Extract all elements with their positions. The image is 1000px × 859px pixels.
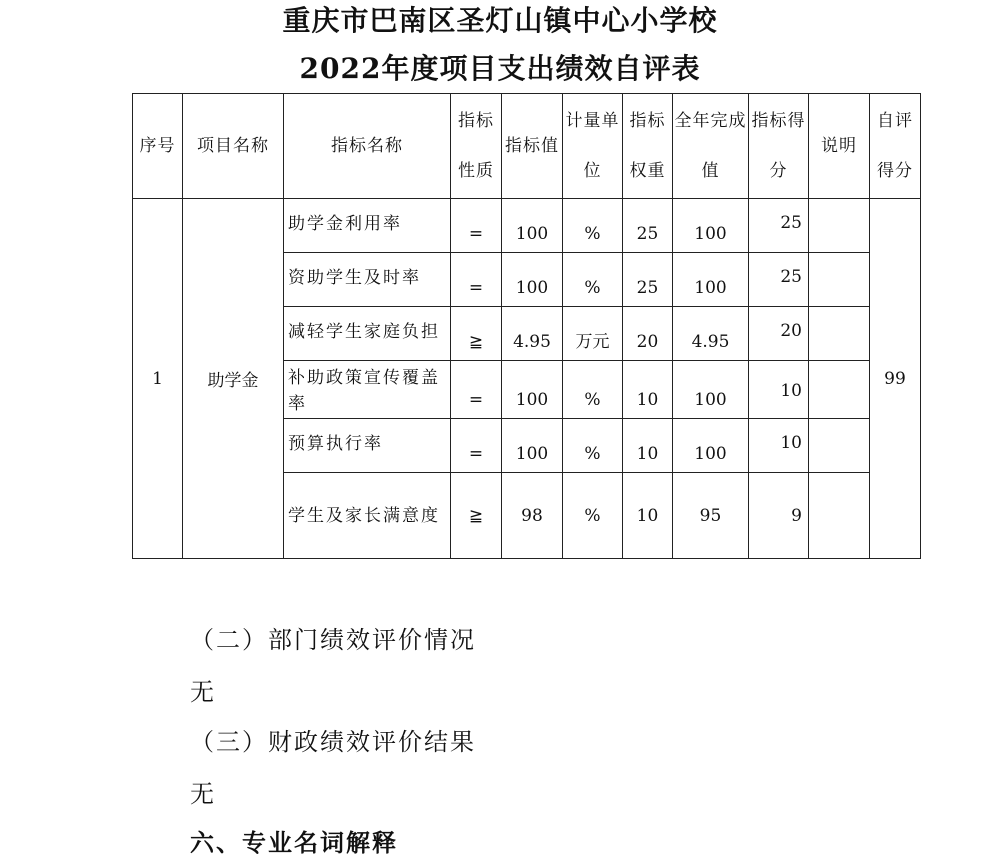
unit-cell: % <box>563 253 623 307</box>
nature-cell: ≧ <box>451 307 502 361</box>
unit-cell: % <box>563 361 623 419</box>
header-cell: 指标权重 <box>623 94 673 199</box>
value-cell: 98 <box>502 473 563 559</box>
weight-cell: 25 <box>623 253 673 307</box>
header-cell: 指标名称 <box>284 94 451 199</box>
actual-cell: 4.95 <box>673 307 749 361</box>
dept-evaluation-body: 无 <box>190 678 216 706</box>
actual-cell: 100 <box>673 253 749 307</box>
table-header-row <box>133 94 921 199</box>
value-cell: 100 <box>502 419 563 473</box>
header-cell: 说明 <box>809 94 870 199</box>
note-cell <box>809 473 870 559</box>
actual-cell: 100 <box>673 419 749 473</box>
performance-table <box>132 93 921 559</box>
indicator-name-cell: 补助政策宣传覆盖率 <box>284 361 451 419</box>
header-cell: 指标性质 <box>451 94 502 199</box>
score-cell: 25 <box>749 253 809 307</box>
value-cell: 4.95 <box>502 307 563 361</box>
finance-evaluation-body: 无 <box>190 780 216 808</box>
document-title: 重庆市巴南区圣灯山镇中心小学校 <box>282 4 718 37</box>
weight-cell: 25 <box>623 199 673 253</box>
indicator-name-cell: 减轻学生家庭负担 <box>284 307 451 361</box>
header-cell: 指标得分 <box>749 94 809 199</box>
project-name-cell: 助学金 <box>183 199 284 559</box>
seq-cell: 1 <box>133 199 183 559</box>
score-cell: 9 <box>749 473 809 559</box>
score-cell: 25 <box>749 199 809 253</box>
value-cell: 100 <box>502 361 563 419</box>
actual-cell: 100 <box>673 361 749 419</box>
dept-evaluation-heading: （二）部门绩效评价情况 <box>190 626 476 654</box>
note-cell <box>809 307 870 361</box>
actual-cell: 100 <box>673 199 749 253</box>
indicator-name-cell: 预算执行率 <box>284 419 451 473</box>
header-cell: 序号 <box>133 94 183 199</box>
note-cell <box>809 199 870 253</box>
actual-cell: 95 <box>673 473 749 559</box>
document-subtitle: 2022年度项目支出绩效自评表 <box>299 52 701 85</box>
glossary-heading: 六、专业名词解释 <box>190 828 398 857</box>
value-cell: 100 <box>502 199 563 253</box>
table-row <box>133 199 921 253</box>
score-cell: 10 <box>749 419 809 473</box>
unit-cell: 万元 <box>563 307 623 361</box>
weight-cell: 10 <box>623 473 673 559</box>
header-cell: 计量单位 <box>563 94 623 199</box>
indicator-name-cell: 学生及家长满意度 <box>284 473 451 559</box>
weight-cell: 20 <box>623 307 673 361</box>
header-cell: 指标值 <box>502 94 563 199</box>
score-cell: 20 <box>749 307 809 361</box>
nature-cell: = <box>451 199 502 253</box>
nature-cell: = <box>451 419 502 473</box>
score-cell: 10 <box>749 361 809 419</box>
weight-cell: 10 <box>623 419 673 473</box>
nature-cell: ≧ <box>451 473 502 559</box>
nature-cell: = <box>451 253 502 307</box>
indicator-name-cell: 助学金利用率 <box>284 199 451 253</box>
unit-cell: % <box>563 199 623 253</box>
weight-cell: 10 <box>623 361 673 419</box>
nature-cell: = <box>451 361 502 419</box>
value-cell: 100 <box>502 253 563 307</box>
self-score-cell: 99 <box>870 199 921 559</box>
header-cell: 项目名称 <box>183 94 284 199</box>
note-cell <box>809 361 870 419</box>
unit-cell: % <box>563 473 623 559</box>
header-cell: 自评得分 <box>870 94 921 199</box>
indicator-name-cell: 资助学生及时率 <box>284 253 451 307</box>
note-cell <box>809 253 870 307</box>
note-cell <box>809 419 870 473</box>
finance-evaluation-heading: （三）财政绩效评价结果 <box>190 728 476 756</box>
header-cell: 全年完成值 <box>673 94 749 199</box>
unit-cell: % <box>563 419 623 473</box>
